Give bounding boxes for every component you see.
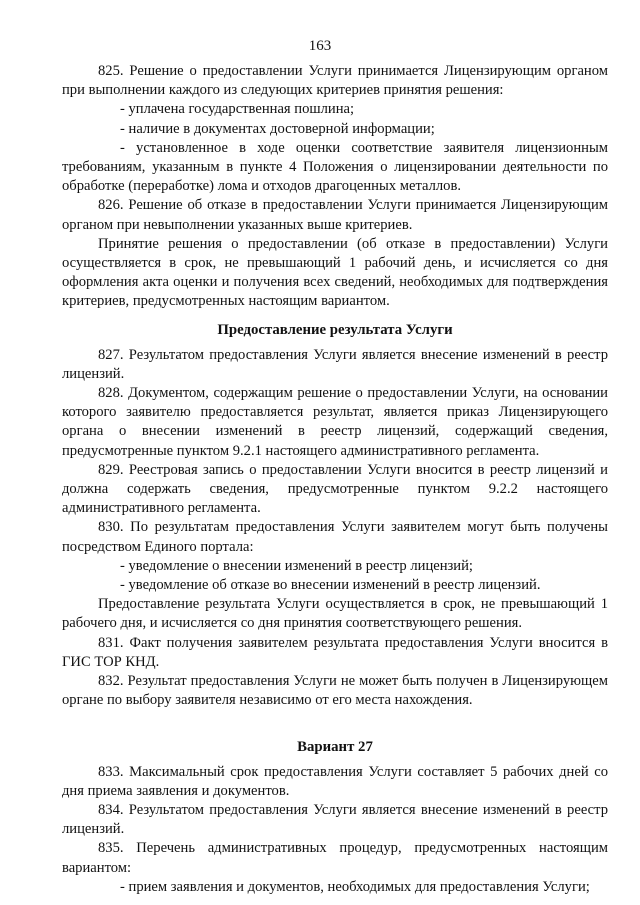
paragraph-828: 828. Документом, содержащим решение о предоставлении Услуги, на основании которого заявителю предоставляется результат, является приказ Лицензирующего органа о внесении изменений в реестр лицензий, содержащий сведения, предусмотренные пунктом 9.2.1 настоящего административного регламента. xyxy=(62,385,608,459)
paragraph-833: 833. Максимальный срок предоставления Услуги составляет 5 рабочих дней со дня приема заявления и документов. xyxy=(62,763,608,799)
page-number: 163 xyxy=(308,38,332,54)
paragraph-834: 834. Результатом предоставления Услуги является внесение изменений в реестр лицензий. xyxy=(62,801,608,838)
procedure-item: - прием заявления и документов, необходимых для предоставления Услуги; xyxy=(120,878,590,895)
paragraph-831: 831. Факт получения заявителем результата предоставления Услуги вносится в ГИС ТОР КНД. xyxy=(62,634,608,670)
section-heading-variant: Вариант 27 xyxy=(297,738,373,755)
paragraph-830: 830. По результатам предоставления Услуги заявителем могут быть получены посредством Единого портала: xyxy=(62,519,608,555)
paragraph-835: 835. Перечень административных процедур, предусмотренных настоящим вариантом: xyxy=(62,840,608,876)
notification-item: - уведомление об отказе во внесении изменений в реестр лицензий. xyxy=(120,577,541,594)
criterion-item: - наличие в документах достоверной информации; xyxy=(120,120,435,137)
section-heading-result: Предоставление результата Услуги xyxy=(217,321,453,338)
paragraph-826: 826. Решение об отказе в предоставлении Услуги принимается Лицензирующим органом при невыполнении указанных выше критериев. xyxy=(62,197,608,233)
criterion-item: - установленное в ходе оценки соответствие заявителя лицензионным требованиям, указанным в пункте 4 Положения о лицензировании деятельности по обработке (переработке) лома и отходов драгоценных металлов. xyxy=(62,139,608,195)
criterion-item: - уплачена государственная пошлина; xyxy=(120,101,355,118)
notification-item: - уведомление о внесении изменений в реестр лицензий; xyxy=(120,557,473,574)
paragraph-832: 832. Результат предоставления Услуги не может быть получен в Лицензирующем органе по выбору заявителя независимо от его места нахождения. xyxy=(62,673,608,709)
paragraph-decision-term: Принятие решения о предоставлении (об отказе в предоставлении) Услуги осуществляется в срок, не превышающий 1 рабочий день, и исчисляется со дня оформления акта оценки и получения всех сведений, необходимых для подтверждения критериев, предусмотренных настоящим вариантом. xyxy=(62,235,608,310)
document-body xyxy=(62,62,608,897)
paragraph-result-term: Предоставление результата Услуги осуществляется в срок, не превышающий 1 рабочего дня, и исчисляется со дня принятия соответствующего решения. xyxy=(62,596,608,632)
paragraph-829: 829. Реестровая запись о предоставлении Услуги вносится в реестр лицензий и должна содержать сведения, предусмотренные пунктом 9.2.2 настоящего административного регламента. xyxy=(62,461,608,517)
paragraph-827: 827. Результатом предоставления Услуги является внесение изменений в реестр лицензий. xyxy=(62,346,608,382)
paragraph-825: 825. Решение о предоставлении Услуги принимается Лицензирующим органом при выполнении каждого из следующих критериев принятия решения: xyxy=(62,63,608,99)
